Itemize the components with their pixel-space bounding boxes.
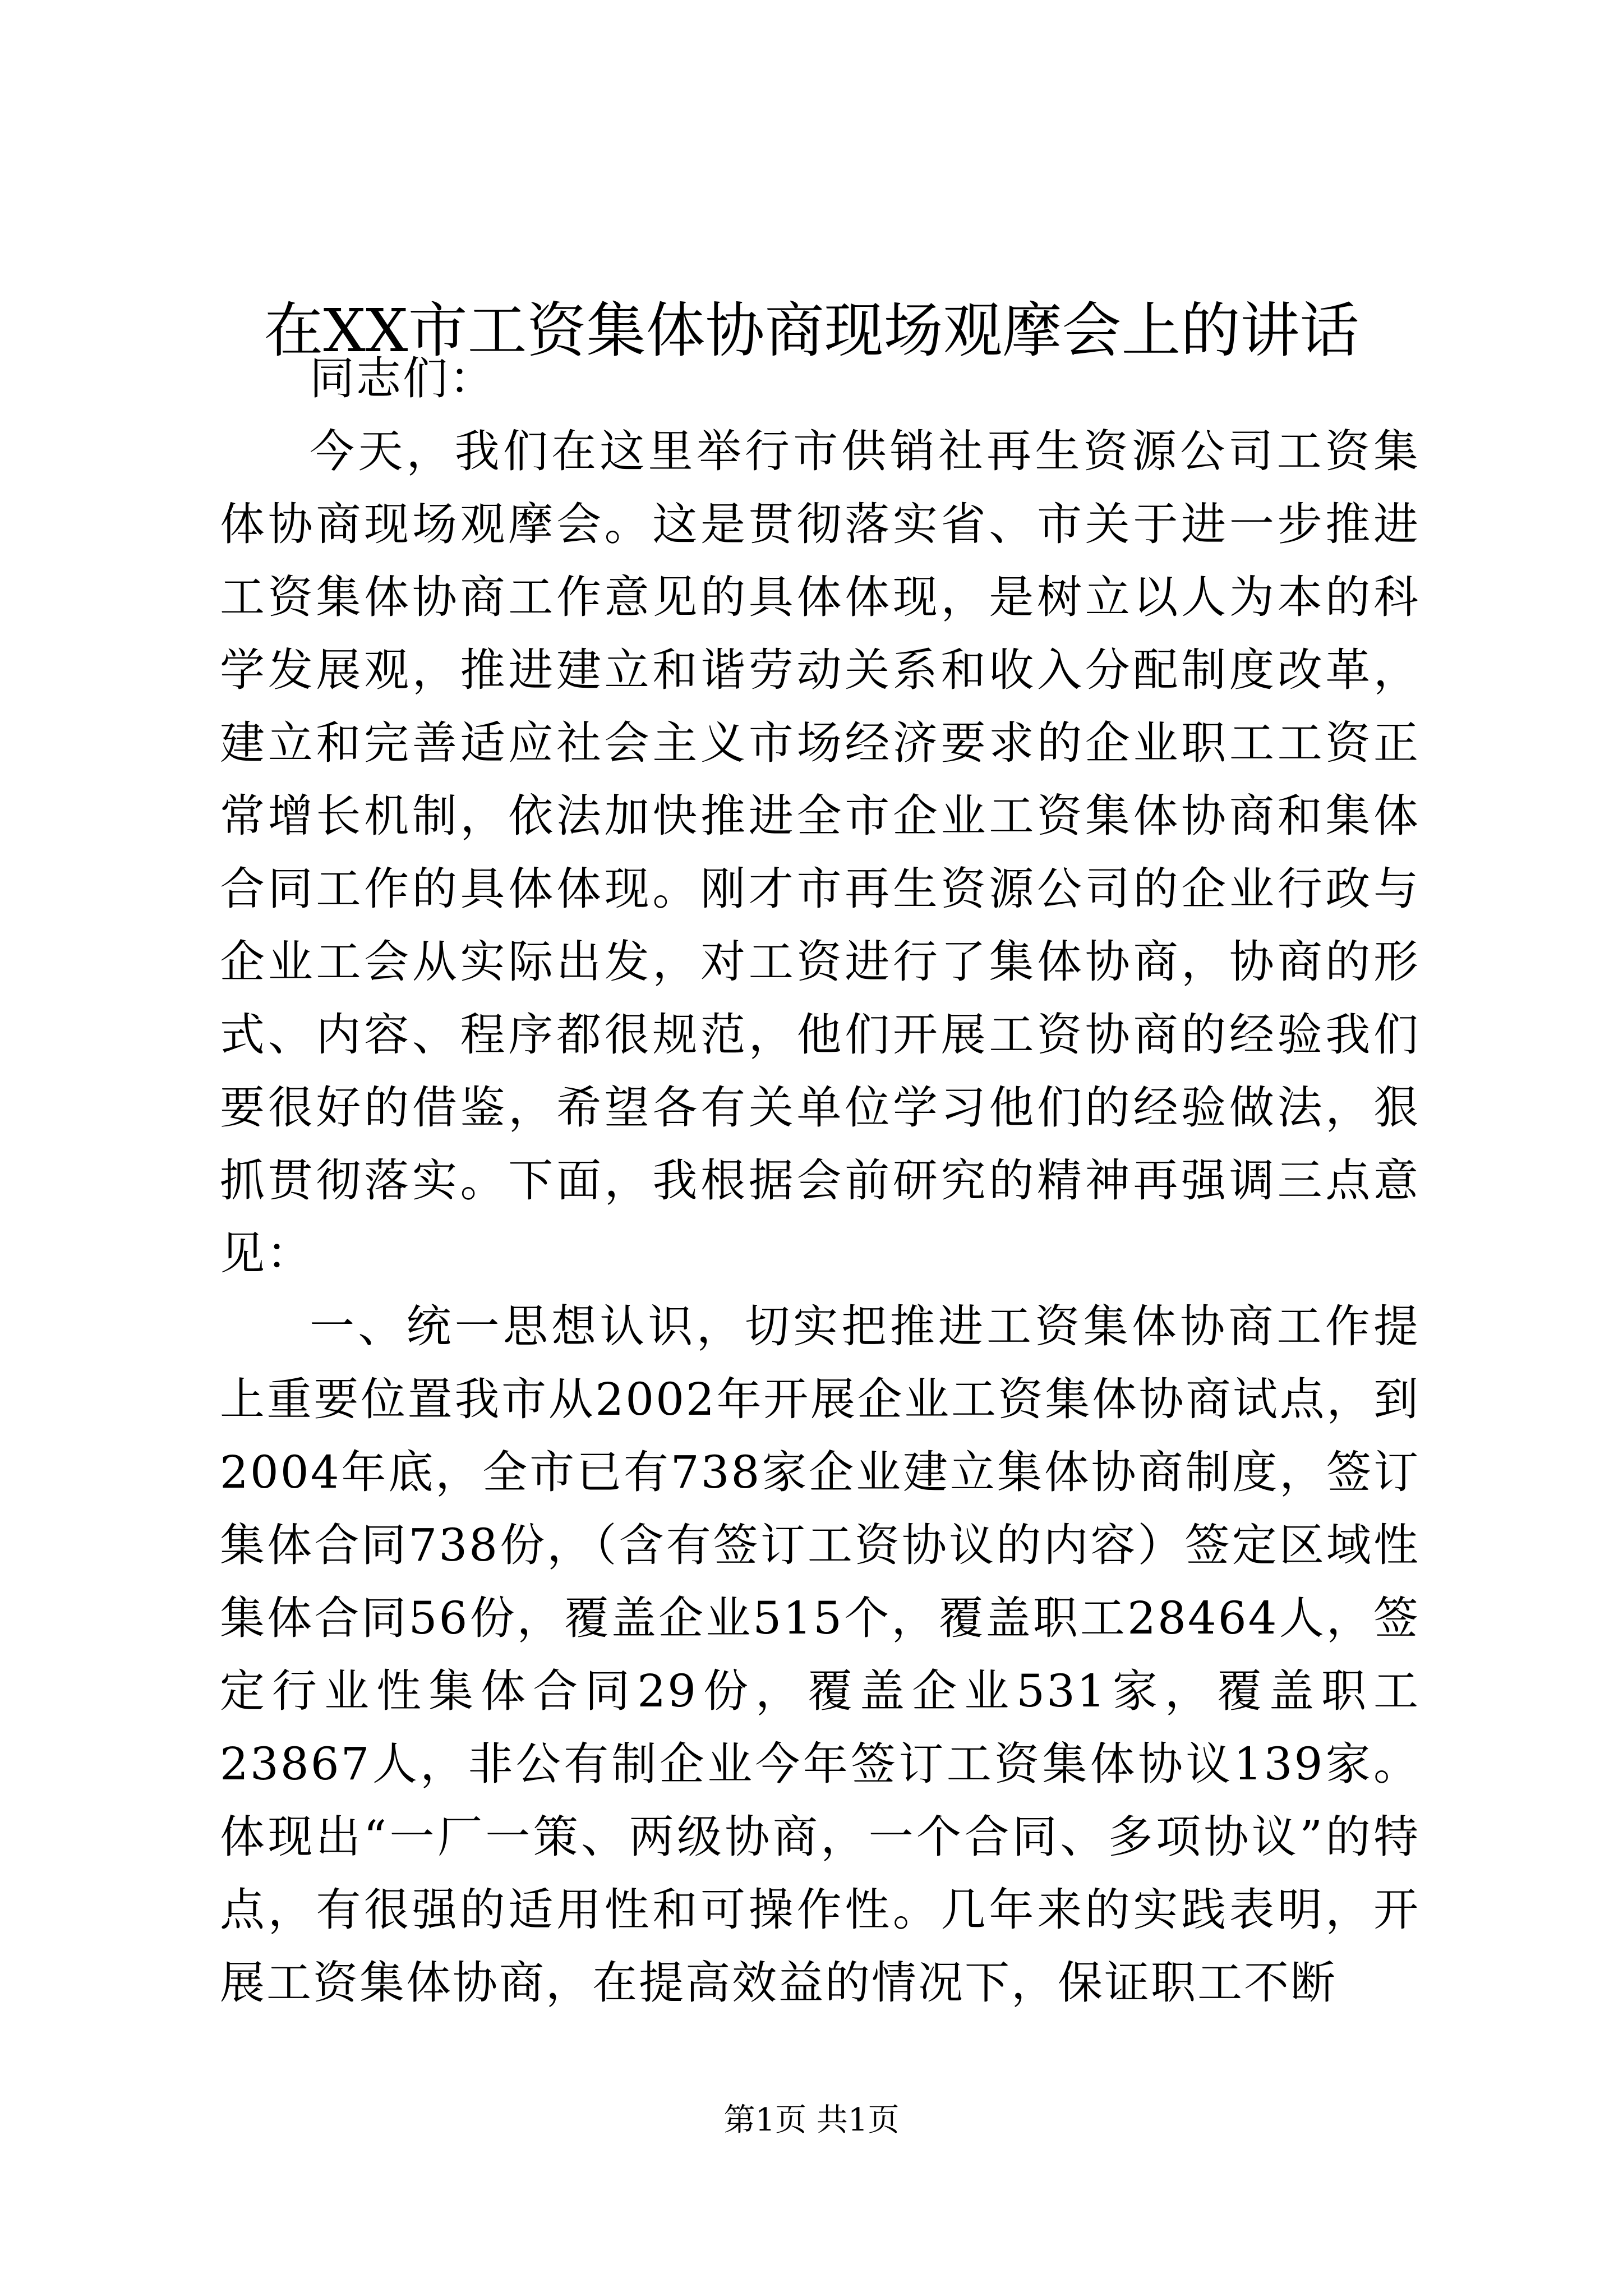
section-one-paragraph: 一、统一思想认识，切实把推进工资集体协商工作提上重要位置我市从2002年开展企业工资集体协商试点，到2004年底，全市已有738家企业建立集体协商制度，签订集体合同738份，（含有签订工资协议的内容）签定区域性集体合同56份，覆盖企业515个，覆盖职工28464人，签定行业性集体合同29份，覆盖企业531家，覆盖职工23867人，非公有制企业今年签订工资集体协议139家。体现出“一厂一策、两级协商，一个合同、多项协议”的特点，有很强的适用性和可操作性。几年来的实践表明，开展工资集体协商，在提高效益的情况下，保证职工不断 bbox=[220, 1300, 1420, 2009]
intro-paragraph: 今天，我们在这里举行市供销社再生资源公司工资集体协商现场观摩会。这是贯彻落实省、市关于进一步推进工资集体协商工作意见的具体体现，是树立以人为本的科学发展观，推进建立和谐劳动关系和收入分配制度改革，建立和完善适应社会主义市场经济要求的企业职工工资正常增长机制，依法加快推进全市企业工资集体协商和集体合同工作的具体体现。刚才市再生资源公司的企业行政与企业工会从实际出发，对工资进行了集体协商，协商的形式、内容、程序都很规范，他们开展工资协商的经验我们要很好的借鉴，希望各有关单位学习他们的经验做法，狠抓贯彻落实。下面，我根据会前研究的精神再强调三点意见： bbox=[220, 425, 1420, 1280]
document-body bbox=[220, 342, 1420, 2019]
page-number-footer: 第1页 共1页 bbox=[723, 2102, 900, 2138]
document-title: 在XX市工资集体协商现场观摩会上的讲话 bbox=[264, 296, 1359, 365]
salutation-paragraph: 同志们： bbox=[310, 352, 496, 404]
